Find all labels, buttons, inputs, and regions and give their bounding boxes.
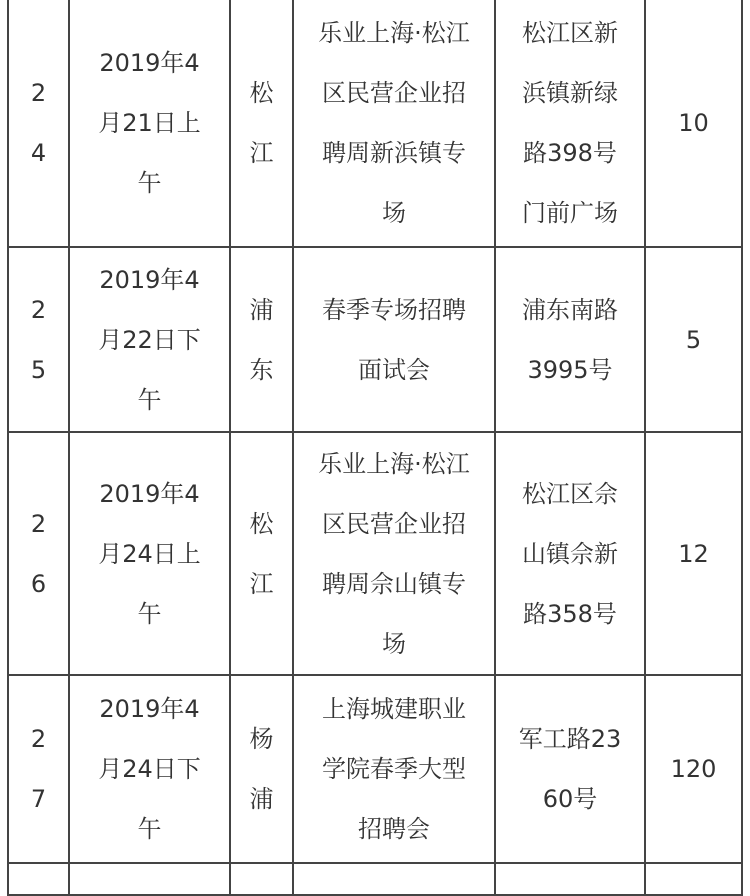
address-cell: 松江区佘 山镇佘新 路358号 xyxy=(495,432,645,675)
date-cell: 2019年4 月22日下 午 xyxy=(69,247,230,432)
date-cell: 2019年4 月24日下 午 xyxy=(69,675,230,863)
job-fair-table xyxy=(7,0,743,896)
district-cell: 松 江 xyxy=(230,432,293,675)
district-cell: 松 江 xyxy=(230,0,293,247)
count-cell: 5 xyxy=(645,247,742,432)
event-name-cell: 乐业上海·松江 区民营企业招 聘周新浜镇专 场 xyxy=(293,0,495,247)
address-cell: 军工路23 60号 xyxy=(495,675,645,863)
count-cell: 10 xyxy=(645,0,742,247)
address-cell: 浦东南路 3995号 xyxy=(495,247,645,432)
table-row xyxy=(8,432,742,675)
district-cell: 浦 东 xyxy=(230,247,293,432)
row-number-cell: 2 5 xyxy=(8,247,69,432)
table-row-partial xyxy=(8,863,742,895)
event-name-cell: 春季专场招聘 面试会 xyxy=(293,247,495,432)
event-name-cell: 上海城建职业 学院春季大型 招聘会 xyxy=(293,675,495,863)
event-name-cell: 乐业上海·松江 区民营企业招 聘周佘山镇专 场 xyxy=(293,432,495,675)
count-cell: 120 xyxy=(645,675,742,863)
row-number-cell: 2 6 xyxy=(8,432,69,675)
row-number-cell: 2 4 xyxy=(8,0,69,247)
row-number-cell: 2 7 xyxy=(8,675,69,863)
table-row xyxy=(8,675,742,863)
count-cell: 12 xyxy=(645,432,742,675)
table-row xyxy=(8,0,742,247)
table-row xyxy=(8,247,742,432)
date-cell: 2019年4 月21日上 午 xyxy=(69,0,230,247)
district-cell: 杨 浦 xyxy=(230,675,293,863)
address-cell: 松江区新 浜镇新绿 路398号 门前广场 xyxy=(495,0,645,247)
date-cell: 2019年4 月24日上 午 xyxy=(69,432,230,675)
